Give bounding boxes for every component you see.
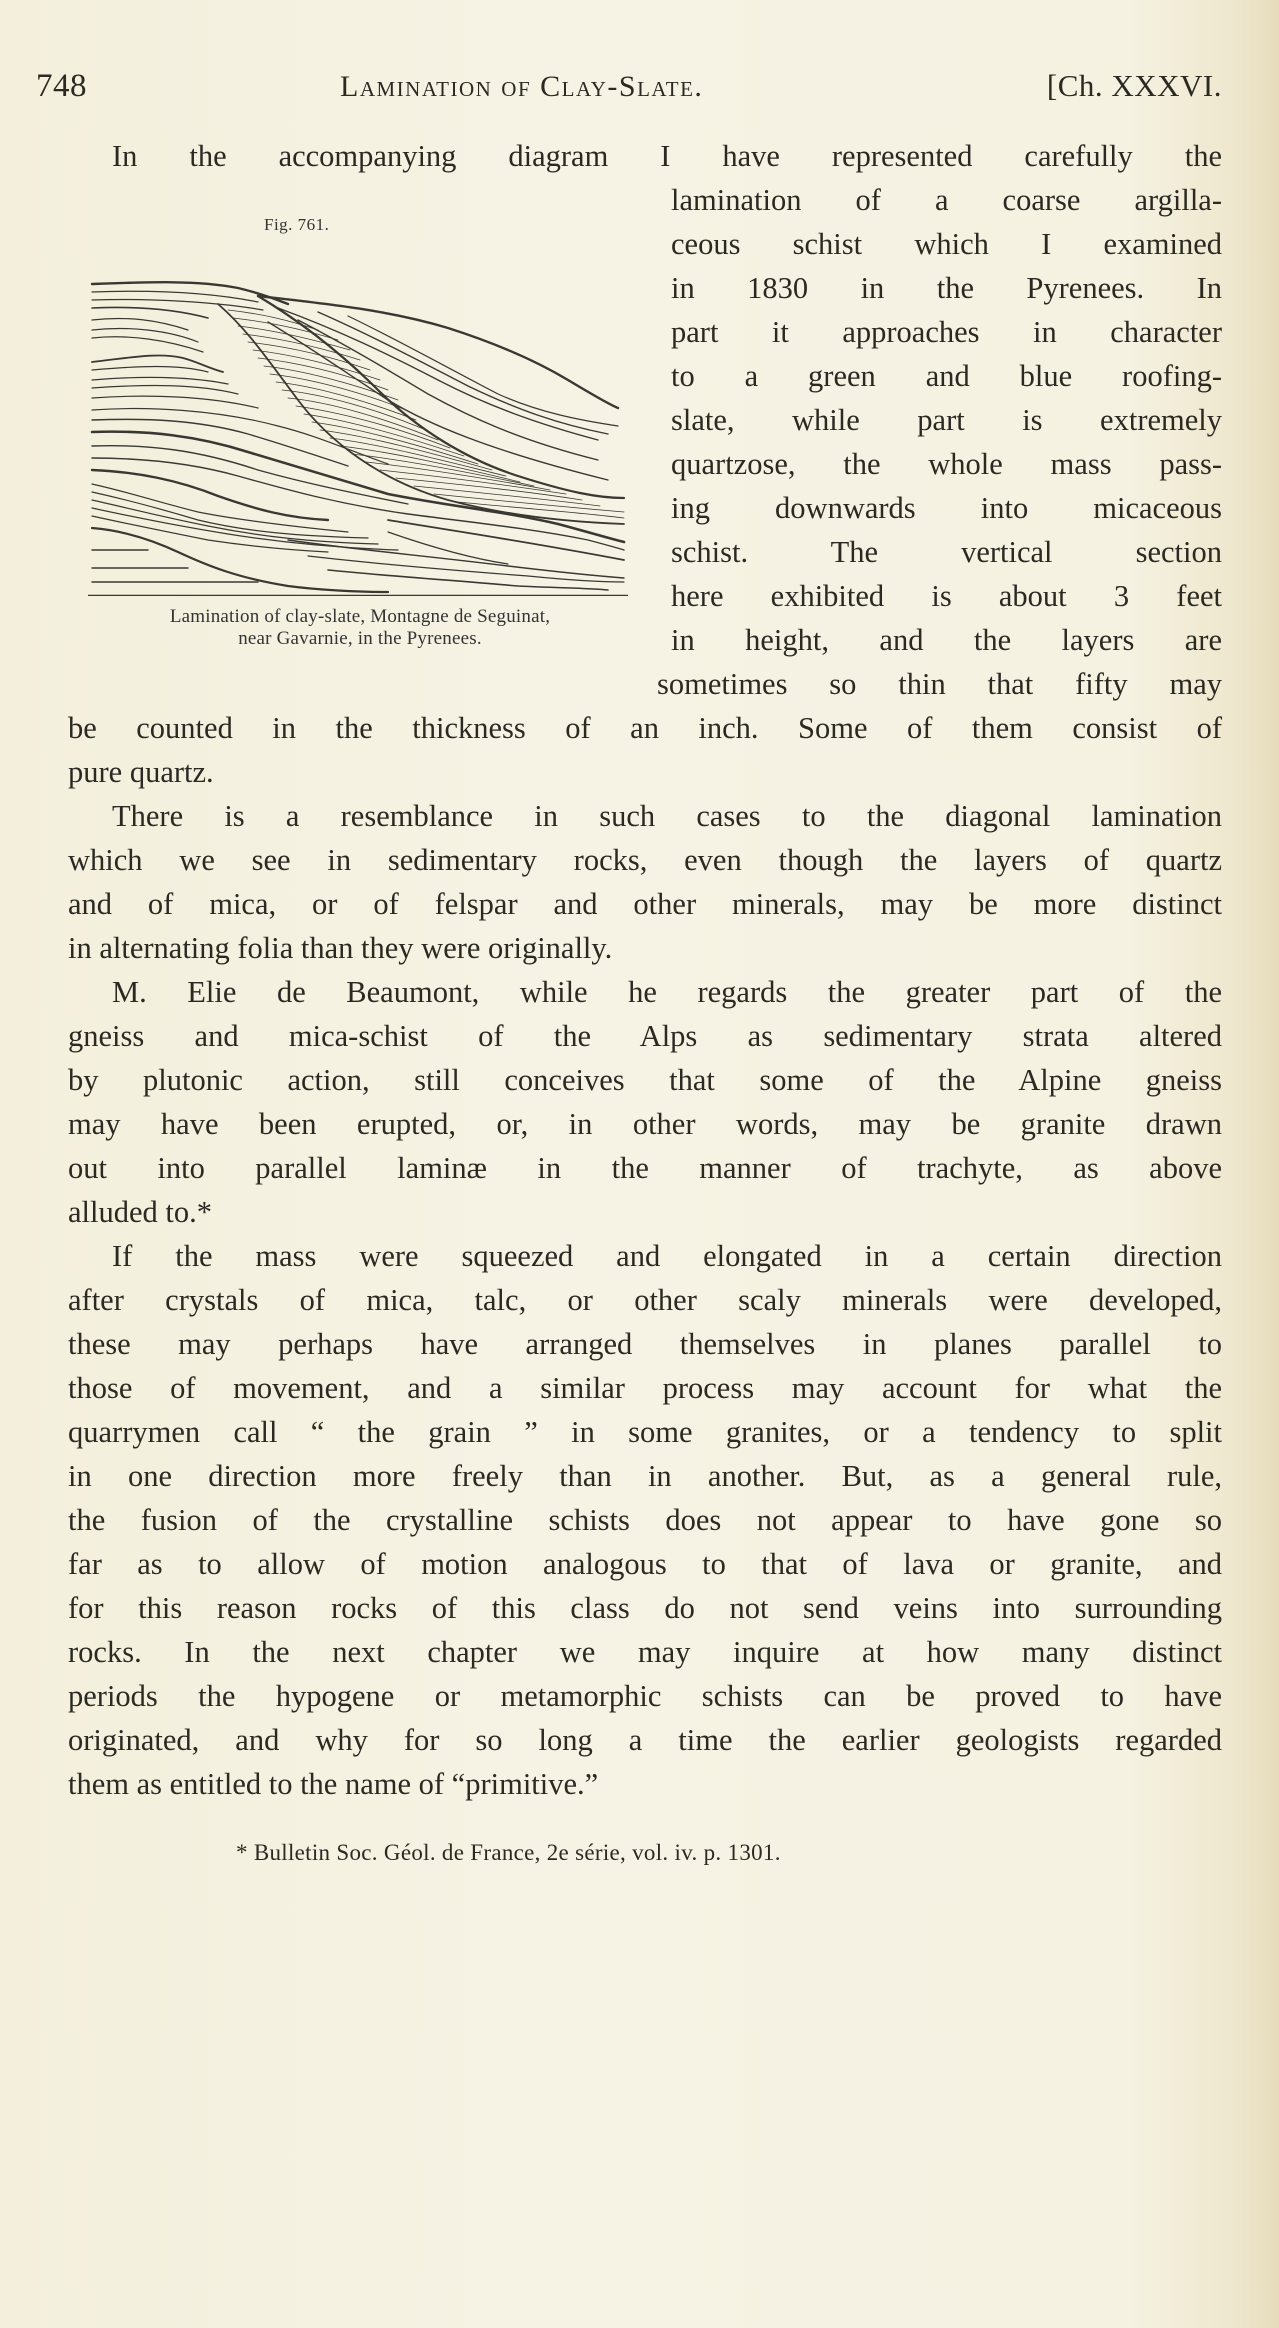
paragraph-line: in height, and the layers are [671,623,1222,657]
figure-label: Fig. 761. [264,215,330,234]
paragraph-line: If the mass were squeezed and elongated in a certain direction [112,1239,1222,1273]
footnote: * Bulletin Soc. Géol. de France, 2e série, vol. iv. p. 1301. [236,1840,781,1865]
paragraph-line: ing downwards into micaceous [671,491,1222,525]
paragraph-line: may have been erupted, or, in other words, may be granite drawn [68,1107,1222,1141]
paragraph-line: far as to allow of motion analogous to that of lava or granite, and [68,1547,1222,1581]
paragraph-line: and of mica, or of felspar and other minerals, may be more distinct [68,887,1222,921]
paragraph-line: quartzose, the whole mass pass- [671,447,1222,481]
paragraph-line: by plutonic action, still conceives that some of the Alpine gneiss [68,1063,1222,1097]
paragraph-line: lamination of a coarse argilla- [671,183,1222,217]
paragraph-line: in one direction more freely than in another. But, as a general rule, [68,1459,1222,1493]
paragraph-line: here exhibited is about 3 feet [671,579,1222,613]
paragraph-line: which we see in sedimentary rocks, even though the layers of quartz [68,843,1222,877]
paragraph-line: rocks. In the next chapter we may inquire at how many distinct [68,1635,1222,1669]
lamination-diagram [88,280,628,596]
chapter-label: [Ch. XXXVI. [1046,68,1222,103]
page-number: 748 [36,68,87,104]
paragraph-line: There is a resemblance in such cases to the diagonal lamination [112,799,1222,833]
paragraph-line: after crystals of mica, talc, or other scaly minerals were developed, [68,1283,1222,1317]
paragraph-line: gneiss and mica-schist of the Alps as sedimentary strata altered [68,1019,1222,1053]
paragraph-line: the fusion of the crystalline schists does not appear to have gone so [68,1503,1222,1537]
paragraph-line: periods the hypogene or metamorphic schists can be proved to have [68,1679,1222,1713]
paragraph-line: schist. The vertical section [671,535,1222,569]
running-title: Lamination of Clay-Slate. [340,70,704,103]
figure-caption-line-1: Lamination of clay-slate, Montagne de Seguinat, [169,606,551,627]
paragraph-line: for this reason rocks of this class do not send veins into surrounding [68,1591,1222,1625]
paragraph-line: quarrymen call “ the grain ” in some granites, or a tendency to split [68,1415,1222,1449]
paragraph-line: be counted in the thickness of an inch. Some of them consist of [68,711,1222,745]
paragraph-line: to a green and blue roofing- [671,359,1222,393]
paragraph-line: in alternating folia than they were originally. [68,931,613,965]
paragraph-line: sometimes so thin that fifty may [657,667,1222,701]
paragraph-line: in 1830 in the Pyrenees. In [671,271,1222,305]
paragraph-line: ceous schist which I examined [671,227,1222,261]
paragraph-line: out into parallel laminæ in the manner of trachyte, as above [68,1151,1222,1185]
figure-caption-line-2: near Gavarnie, in the Pyrenees. [238,628,482,649]
paragraph-line: originated, and why for so long a time the earlier geologists regarded [68,1723,1222,1757]
paragraph-line: pure quartz. [68,755,214,789]
paragraph-line: M. Elie de Beaumont, while he regards the greater part of the [112,975,1222,1009]
paragraph-line: part it approaches in character [671,315,1222,349]
running-header [36,68,1222,108]
paragraph-line: alluded to.* [68,1195,212,1229]
paragraph-line: them as entitled to the name of “primitive.” [68,1767,599,1801]
paragraph-line: slate, while part is extremely [671,403,1222,437]
paragraph-line: those of movement, and a similar process may account for what the [68,1371,1222,1405]
paragraph-line: these may perhaps have arranged themselves in planes parallel to [68,1327,1222,1361]
paragraph-line: In the accompanying diagram I have represented carefully the [112,139,1222,173]
